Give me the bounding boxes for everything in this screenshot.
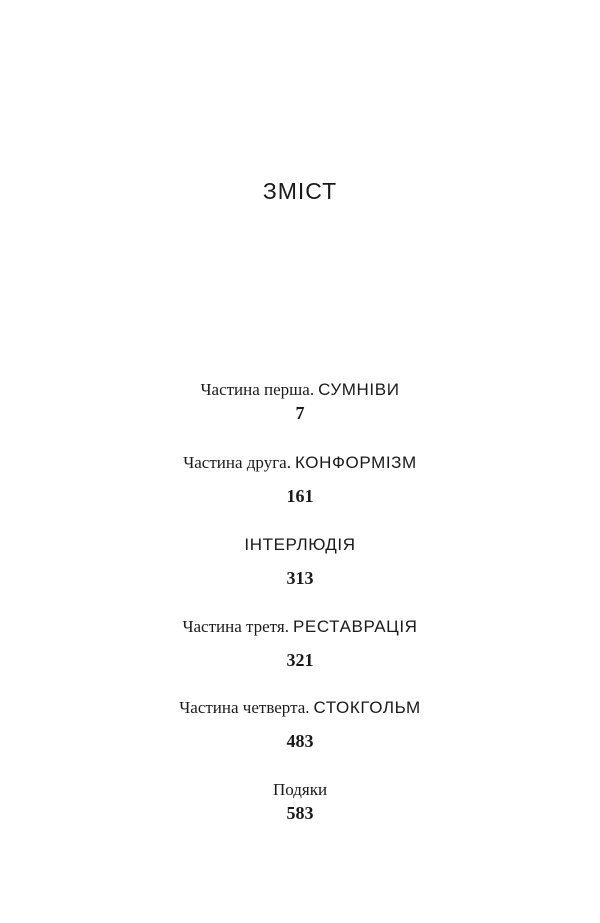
toc-entry-title-line xyxy=(0,534,600,557)
toc-entry-label: Частина третя. xyxy=(182,617,289,636)
toc-entry-page-number: 483 xyxy=(286,731,314,751)
toc-entry-title-line xyxy=(0,779,600,802)
toc-entry-title: РЕСТАВРАЦІЯ xyxy=(292,617,418,636)
toc-entry-title-line xyxy=(0,616,600,639)
toc-entry-page-number: 161 xyxy=(286,486,314,506)
toc-heading: ЗМІСТ xyxy=(262,178,338,204)
toc-entry-title-line xyxy=(0,379,600,402)
toc-entry-title: СТОКГОЛЬМ xyxy=(313,698,421,717)
toc-entry-part-4[interactable] xyxy=(0,697,600,752)
toc-entry-label: Частина четверта. xyxy=(179,698,310,717)
toc-entry-page-number: 313 xyxy=(286,568,314,588)
toc-entry-part-2[interactable] xyxy=(0,452,600,507)
toc-entry-title-line xyxy=(0,697,600,720)
toc-entry-page-number: 321 xyxy=(286,650,314,670)
toc-entry-interlude[interactable] xyxy=(0,534,600,589)
toc-entry-label: Частина друга. xyxy=(183,453,291,472)
toc-entry-title: СУМНІВИ xyxy=(318,380,400,399)
toc-entry-title: КОНФОРМІЗМ xyxy=(294,453,417,472)
toc-entry-part-1[interactable] xyxy=(0,379,600,424)
toc-entry-page-number: 583 xyxy=(286,803,314,823)
toc-entry-label: Частина перша. xyxy=(200,380,315,399)
toc-entry-label: Подяки xyxy=(272,780,328,799)
toc-entry-acknowledgements[interactable] xyxy=(0,779,600,824)
toc-entry-title-line xyxy=(0,452,600,475)
toc-entry-title: ІНТЕРЛЮДІЯ xyxy=(244,535,356,554)
toc-entry-page-number: 7 xyxy=(295,403,305,423)
toc-entry-part-3[interactable] xyxy=(0,616,600,671)
